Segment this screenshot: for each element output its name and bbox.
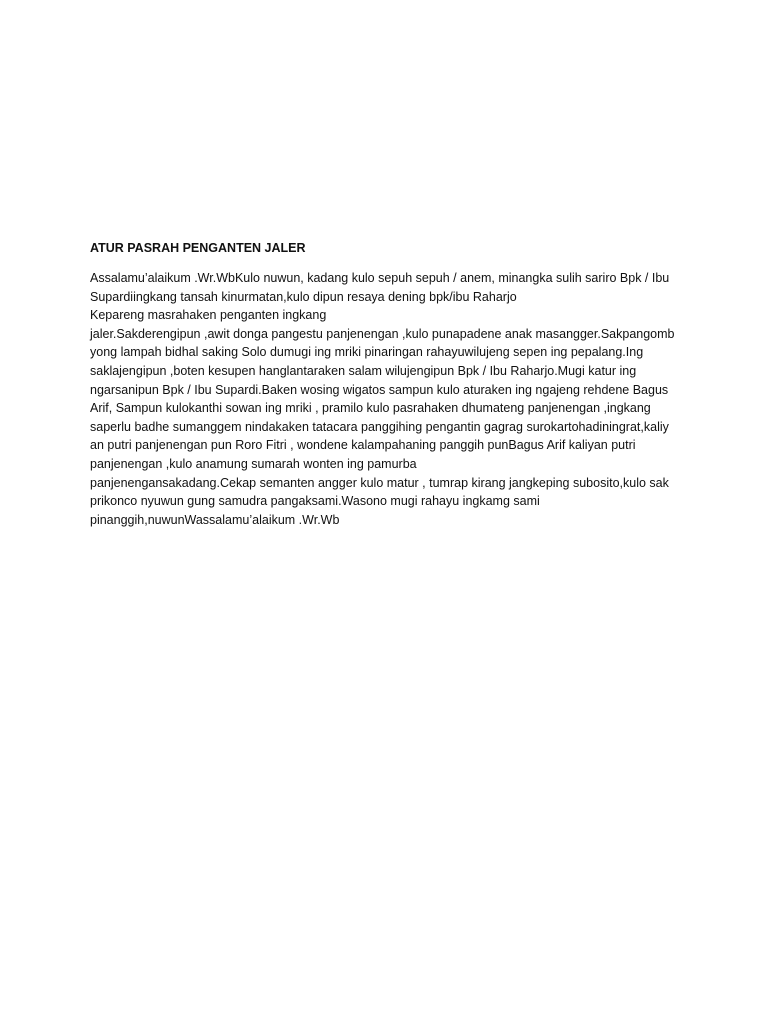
body-line: jaler.Sakderengipun ,awit donga pangestu panjenengan ,kulo punapadene anak masangger.Sakpangomb	[90, 326, 675, 341]
body-line: Kepareng masrahaken penganten ingkang	[90, 308, 327, 323]
body-line: an putri panjenengan pun Roro Fitri , wondene kalampahaning panggih punBagus Arif kaliyan putri	[90, 438, 636, 453]
body-line: saklajengipun ,boten kesupen hanglantaraken salam wilujengipun Bpk / Ibu Raharjo.Mugi katur ing	[90, 363, 637, 378]
document-title: ATUR PASRAH PENGANTEN JALER	[90, 241, 306, 255]
body-line: yong lampah bidhal saking Solo dumugi ing mriki pinaringan rahayuwilujeng sepen ing pepalang.Ing	[90, 345, 644, 360]
body-line: pinanggih,nuwunWassalamu’alaikum .Wr.Wb	[90, 512, 340, 527]
body-line: panjenengansakadang.Cekap semanten angger kulo matur , tumrap kirang jangkeping subosito,kulo sak	[90, 475, 669, 490]
body-line: ngarsanipun Bpk / Ibu Supardi.Baken wosing wigatos sampun kulo aturaken ing ngajeng rehdene Bagus	[90, 382, 669, 397]
document-content	[90, 240, 690, 529]
body-line: Arif, Sampun kulokanthi sowan ing mriki , pramilo kulo pasrahaken dhumateng panjenengan ,ingkang	[90, 401, 651, 416]
body-line: prikonco nyuwun gung samudra pangaksami.Wasono mugi rahayu ingkamg sami	[90, 494, 540, 509]
body-line: Supardiingkang tansah kinurmatan,kulo dipun resaya dening bpk/ibu Raharjo	[90, 289, 517, 304]
document-body	[90, 269, 690, 529]
body-line: panjenengan ,kulo anamung sumarah wonten ing pamurba	[90, 456, 417, 471]
body-line: saperlu badhe sumanggem nindakaken tatacara panggihing pengantin gagrag surokartohadiningrat,kaliy	[90, 419, 669, 434]
body-line: Assalamu’alaikum .Wr.WbKulo nuwun, kadang kulo sepuh sepuh / anem, minangka sulih sariro Bpk / Ibu	[90, 271, 670, 285]
